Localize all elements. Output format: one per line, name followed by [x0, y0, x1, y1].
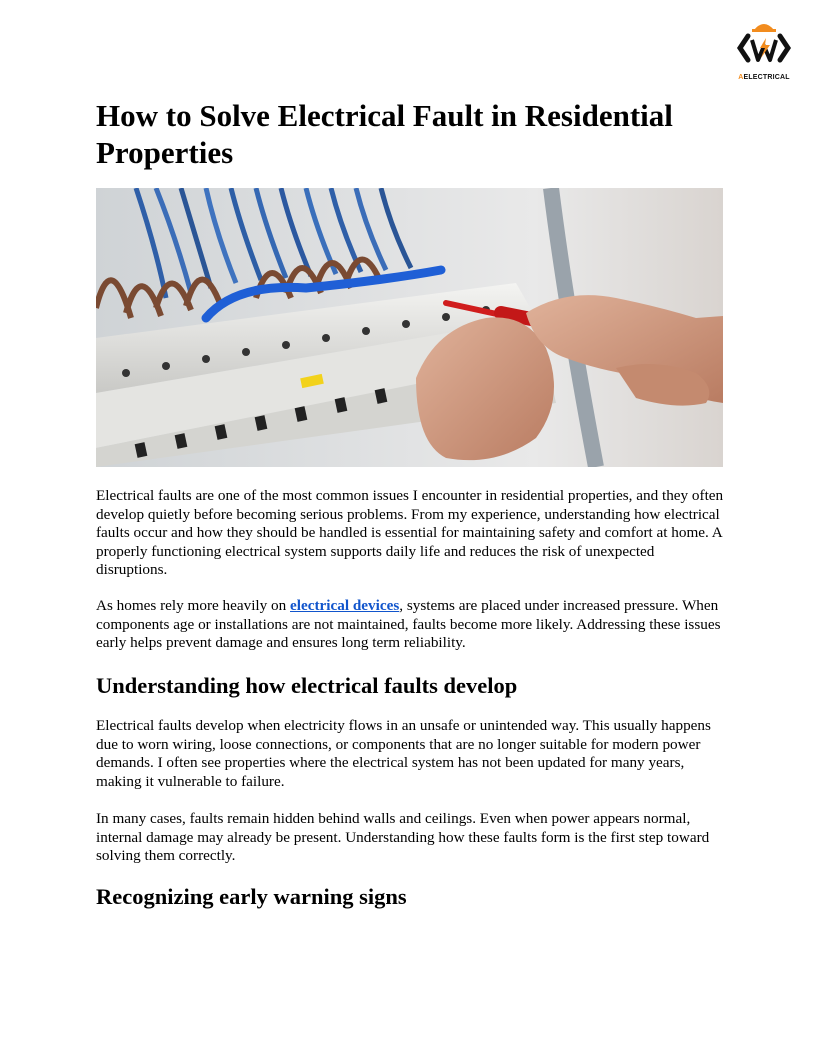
hero-image — [96, 188, 723, 467]
intro-paragraph: Electrical faults are one of the most common issues I encounter in residential properties, and they often develop quietly before becoming serious problems. From my experience, understanding how electrical faults occur and how they should be handled is essential for maintaining safety and comfort at home. A properly functioning electrical system supports daily life and reduces the risk of unexpected disruptions. — [96, 487, 724, 578]
devices-paragraph-end: , systems are placed under increased pressure. When components age or installations are not maintained, faults become more likely. Addressing these issues early helps prevent damage and ensures long term reliability. — [96, 597, 721, 651]
section-heading-understanding: Understanding how electrical faults develop — [96, 673, 518, 698]
brand-logo-icon — [734, 14, 794, 74]
electrician-testing-fuse-box-photo-icon — [96, 188, 723, 467]
hidden-faults-paragraph: In many cases, faults remain hidden behind walls and ceilings. Even when power appears normal, internal damage may already be present. Understanding how these faults form is the first step toward solving them correctly. — [96, 810, 710, 864]
faults-develop-paragraph: Electrical faults develop when electricity flows in an unsafe or unintended way. This usually happens due to worn wiring, loose connections, or components that are no longer suitable for modern power demands. I often see properties where the electrical system has not been updated for many years, making it vulnerable to failure. — [96, 717, 711, 790]
section-heading-warning-signs: Recognizing early warning signs — [96, 884, 407, 909]
article-title: How to Solve Electrical Fault in Residential Properties — [96, 98, 673, 170]
brand-logo-text: AELECTRICAL — [738, 74, 790, 81]
devices-paragraph-start: As homes rely more heavily on — [96, 597, 291, 614]
devices-paragraph — [96, 597, 726, 653]
electrical-devices-link[interactable]: electrical devices — [290, 597, 400, 614]
brand-logo — [734, 14, 794, 86]
